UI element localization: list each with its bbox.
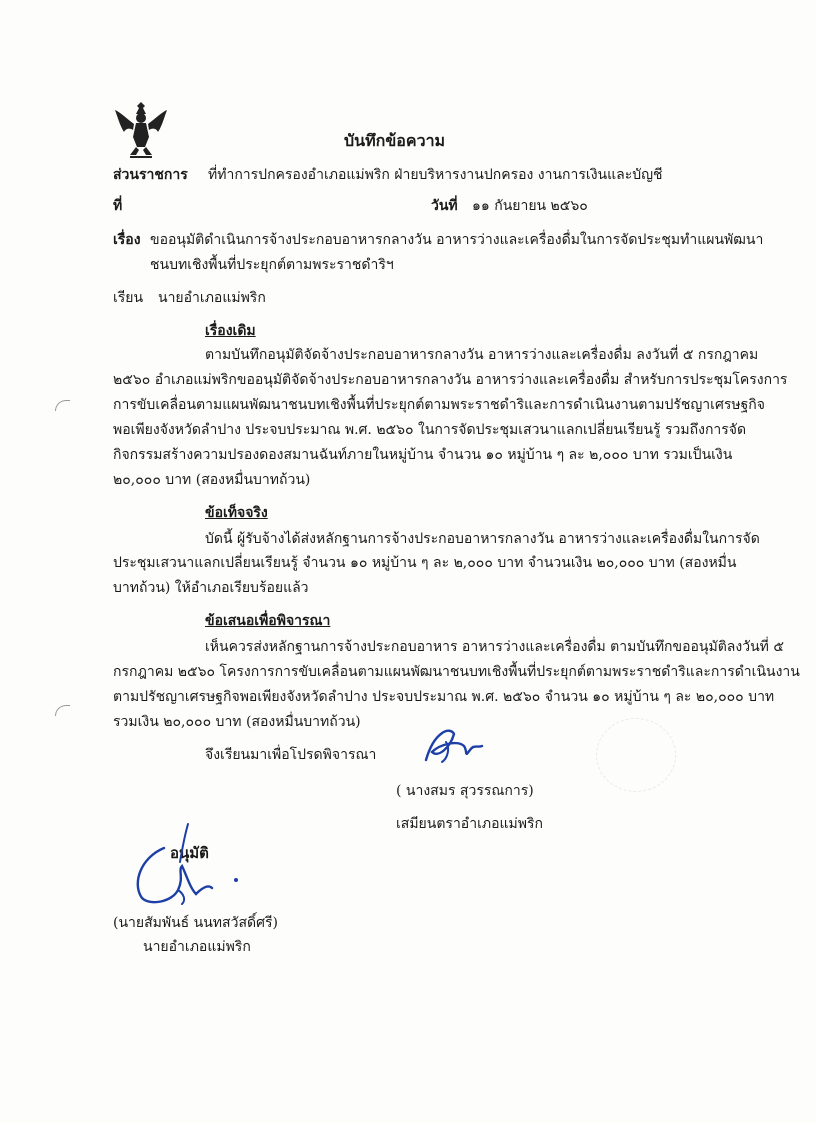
body-line: ประชุมเสวนาแลกเปลี่ยนเรียนรู้ จำนวน ๑๐ หมู่บ้าน ๆ ละ ๒,๐๐๐ บาท จำนวนเงิน ๒๐,๐๐๐ บาท (สองหมื่น — [113, 555, 737, 571]
subject-line: ขออนุมัติดำเนินการจ้างประกอบอาหารกลางวัน อาหารว่างและเครื่องดื่มในการจัดประชุมทำแผนพัฒนา — [150, 232, 764, 248]
body-line: กิจกรรมสร้างความปรองดองสมานฉันท์ภายในหมู่บ้าน จำนวน ๑๐ หมู่บ้าน ๆ ละ ๒,๐๐๐ บาท รวมเป็นเงิน — [113, 447, 733, 463]
subject-line: ชนบทเชิงพื้นที่ประยุกต์ตามพระราชดำริฯ — [150, 257, 394, 273]
date-label: วันที่ — [431, 198, 458, 214]
page-title: บันทึกข้อความ — [344, 131, 446, 150]
approver-signature — [126, 818, 256, 908]
body-line: เห็นควรส่งหลักฐานการจ้างประกอบอาหาร อาหารว่างและเครื่องดื่ม ตามบันทึกขออนุมัติลงวันที่ ๕ — [205, 639, 784, 655]
approver-position: นายอำเภอแม่พริก — [143, 939, 251, 955]
section-heading-background: เรื่องเดิม — [205, 323, 256, 339]
body-line: กรกฎาคม ๒๕๖๐ โครงการการขับเคลื่อนตามแผนพัฒนาชนบทเชิงพื้นที่ประยุกต์ตามพระราชดำริและการดำเนินงาน — [113, 664, 800, 680]
body-line: พอเพียงจังหวัดลำปาง ประจบประมาณ พ.ศ. ๒๕๖๐ ในการจัดประชุมเสวนาแลกเปลี่ยนเรียนรู้ รวมถึงการจัด — [113, 422, 747, 438]
clerk-signature — [420, 722, 490, 772]
agency-label: ส่วนราชการ — [113, 167, 188, 183]
body-line: การขับเคลื่อนตามแผนพัฒนาชนบทเชิงพื้นที่ประยุกต์ตามพระราชดำริและการดำเนินงานตามปรัชญาเศรษฐกิจ — [113, 397, 765, 413]
subject-label: เรื่อง — [113, 232, 141, 248]
punch-hole-mark — [55, 400, 70, 411]
body-line: รวมเงิน ๒๐,๐๐๐ บาท (สองหมื่นบาทถ้วน) — [113, 714, 361, 730]
body-line: ๒๐,๐๐๐ บาท (สองหมื่นบาทถ้วน) — [113, 472, 311, 488]
approver-name: (นายสัมพันธ์ นนทสวัสดิ์ศรี) — [113, 915, 278, 931]
section-heading-proposal: ข้อเสนอเพื่อพิจารณา — [205, 613, 331, 629]
body-line: ๒๕๖๐ อำเภอแม่พริกขออนุมัติจัดจ้างประกอบอาหารกลางวัน อาหารว่างและเครื่องดื่ม สำหรับการประชุมโครงการ — [113, 372, 788, 388]
body-line: ตามบันทึกอนุมัติจัดจ้างประกอบอาหารกลางวัน อาหารว่างและเครื่องดื่ม ลงวันที่ ๕ กรกฎาคม — [205, 347, 759, 363]
agency-value: ที่ทำการปกครองอำเภอแม่พริก ฝ่ายบริหารงานปกครอง งานการเงินและบัญชี — [208, 167, 663, 183]
punch-hole-mark — [55, 705, 70, 716]
clerk-position: เสมียนตราอำเภอแม่พริก — [396, 816, 543, 832]
body-line: บัดนี้ ผู้รับจ้างได้ส่งหลักฐานการจ้างประกอบอาหารกลางวัน อาหารว่างและเครื่องดื่มในการจัด — [205, 531, 760, 547]
to-value: นายอำเภอแม่พริก — [158, 290, 266, 306]
closing-text: จึงเรียนมาเพื่อโปรดพิจารณา — [205, 747, 377, 763]
approve-label: อนุมัติ — [170, 844, 209, 862]
ref-label: ที่ — [113, 198, 123, 214]
body-line: บาทถ้วน) ให้อำเภอเรียบร้อยแล้ว — [113, 580, 309, 596]
faint-stamp — [596, 718, 676, 792]
date-value: ๑๑ กันยายน ๒๕๖๐ — [472, 198, 588, 214]
garuda-emblem — [112, 98, 170, 160]
clerk-name: ( นางสมร สุวรรณการ) — [396, 783, 534, 799]
body-line: ตามปรัชญาเศรษฐกิจพอเพียงจังหวัดลำปาง ประจบประมาณ พ.ศ. ๒๕๖๐ จำนวน ๑๐ หมู่บ้าน ๆ ละ ๒๐,๐๐๐ บาท — [113, 689, 775, 705]
section-heading-facts: ข้อเท็จจริง — [205, 505, 268, 521]
to-label: เรียน — [113, 290, 144, 306]
